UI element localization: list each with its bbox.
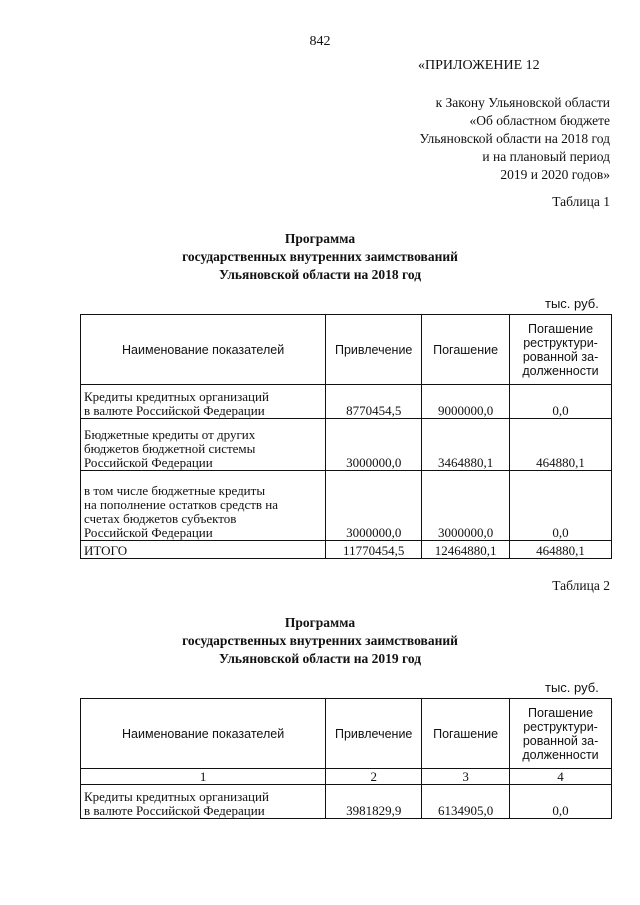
name-line: бюджетов бюджетной системы [84, 441, 256, 456]
cell-restructured: 464880,1 [510, 419, 612, 471]
table-header [81, 315, 612, 385]
col-number: 4 [510, 769, 612, 785]
name-line: Кредиты кредитных организаций [84, 389, 269, 404]
title-line: Программа [284, 231, 356, 246]
name-line: в валюте Российской Федерации [84, 403, 265, 418]
appendix-label: «ПРИЛОЖЕНИЕ 12 [418, 58, 540, 73]
table-row [81, 471, 612, 541]
col-number: 1 [81, 769, 326, 785]
header-line: рованной за- [522, 733, 599, 748]
name-line: Российской Федерации [84, 455, 213, 470]
row-name [81, 385, 326, 419]
col-header-restructured [510, 315, 612, 385]
header-line: реструктури- [523, 719, 598, 734]
total-restructured: 464880,1 [510, 541, 612, 559]
cell-attraction: 3000000,0 [326, 471, 422, 541]
cell-repayment: 3464880,1 [422, 419, 510, 471]
col-header-repayment: Погашение [422, 315, 510, 385]
table2-label: Таблица 2 [552, 578, 610, 593]
header-line: долженности [522, 363, 599, 378]
table-row [81, 785, 612, 819]
page-number: 842 [309, 34, 331, 49]
cell-restructured: 0,0 [510, 785, 612, 819]
header-line: Погашение [528, 705, 594, 720]
table1-label: Таблица 1 [552, 194, 610, 209]
total-attraction: 11770454,5 [326, 541, 422, 559]
col-number: 3 [422, 769, 510, 785]
title-line: Ульяновской области на 2019 год [218, 651, 422, 666]
col-header-name: Наименование показателей [81, 315, 326, 385]
table1-title [0, 230, 640, 284]
name-line: Российской Федерации [84, 525, 213, 540]
name-line: в валюте Российской Федерации [84, 803, 265, 818]
table-row [81, 419, 612, 471]
cell-restructured: 0,0 [510, 471, 612, 541]
col-header-name: Наименование показателей [81, 699, 326, 769]
cell-restructured: 0,0 [510, 385, 612, 419]
law-line: Ульяновской области на 2018 год [419, 131, 610, 146]
row-name [81, 419, 326, 471]
col-header-repayment: Погашение [422, 699, 510, 769]
header-line: реструктури- [523, 335, 598, 350]
name-line: на пополнение остатков средств на [84, 497, 279, 512]
header-line: долженности [522, 747, 599, 762]
title-line: государственных внутренних заимствований [182, 249, 458, 264]
name-line: в том числе бюджетные кредиты [84, 483, 266, 498]
law-line: к Закону Ульяновской области [435, 95, 610, 110]
cell-repayment: 3000000,0 [422, 471, 510, 541]
name-line: Бюджетные кредиты от других [84, 427, 256, 442]
law-line: «Об областном бюджете [469, 113, 610, 128]
cell-attraction: 3000000,0 [326, 419, 422, 471]
col-header-restructured [510, 699, 612, 769]
cell-repayment: 9000000,0 [422, 385, 510, 419]
name-line: счетах бюджетов субъектов [84, 511, 237, 526]
column-numbers-row [81, 769, 612, 785]
cell-attraction: 8770454,5 [326, 385, 422, 419]
name-line: Кредиты кредитных организаций [84, 789, 269, 804]
total-label: ИТОГО [81, 541, 326, 559]
title-line: Программа [284, 615, 356, 630]
table2 [80, 698, 612, 819]
cell-repayment: 6134905,0 [422, 785, 510, 819]
table2-title [0, 614, 640, 668]
col-header-attraction: Привлечение [326, 699, 422, 769]
table-header [81, 699, 612, 769]
cell-attraction: 3981829,9 [326, 785, 422, 819]
header-line: рованной за- [522, 349, 599, 364]
table2-units: тыс. руб. [545, 680, 599, 695]
col-number: 2 [326, 769, 422, 785]
title-line: Ульяновской области на 2018 год [218, 267, 422, 282]
table1-units: тыс. руб. [545, 296, 599, 311]
table1 [80, 314, 612, 559]
table-row [81, 385, 612, 419]
law-line: и на плановый период [482, 149, 610, 164]
table-total-row [81, 541, 612, 559]
col-header-attraction: Привлечение [326, 315, 422, 385]
total-repayment: 12464880,1 [422, 541, 510, 559]
law-reference [340, 94, 610, 184]
row-name [81, 785, 326, 819]
header-line: Погашение [528, 321, 594, 336]
title-line: государственных внутренних заимствований [182, 633, 458, 648]
law-line: 2019 и 2020 годов» [500, 167, 610, 182]
row-name [81, 471, 326, 541]
